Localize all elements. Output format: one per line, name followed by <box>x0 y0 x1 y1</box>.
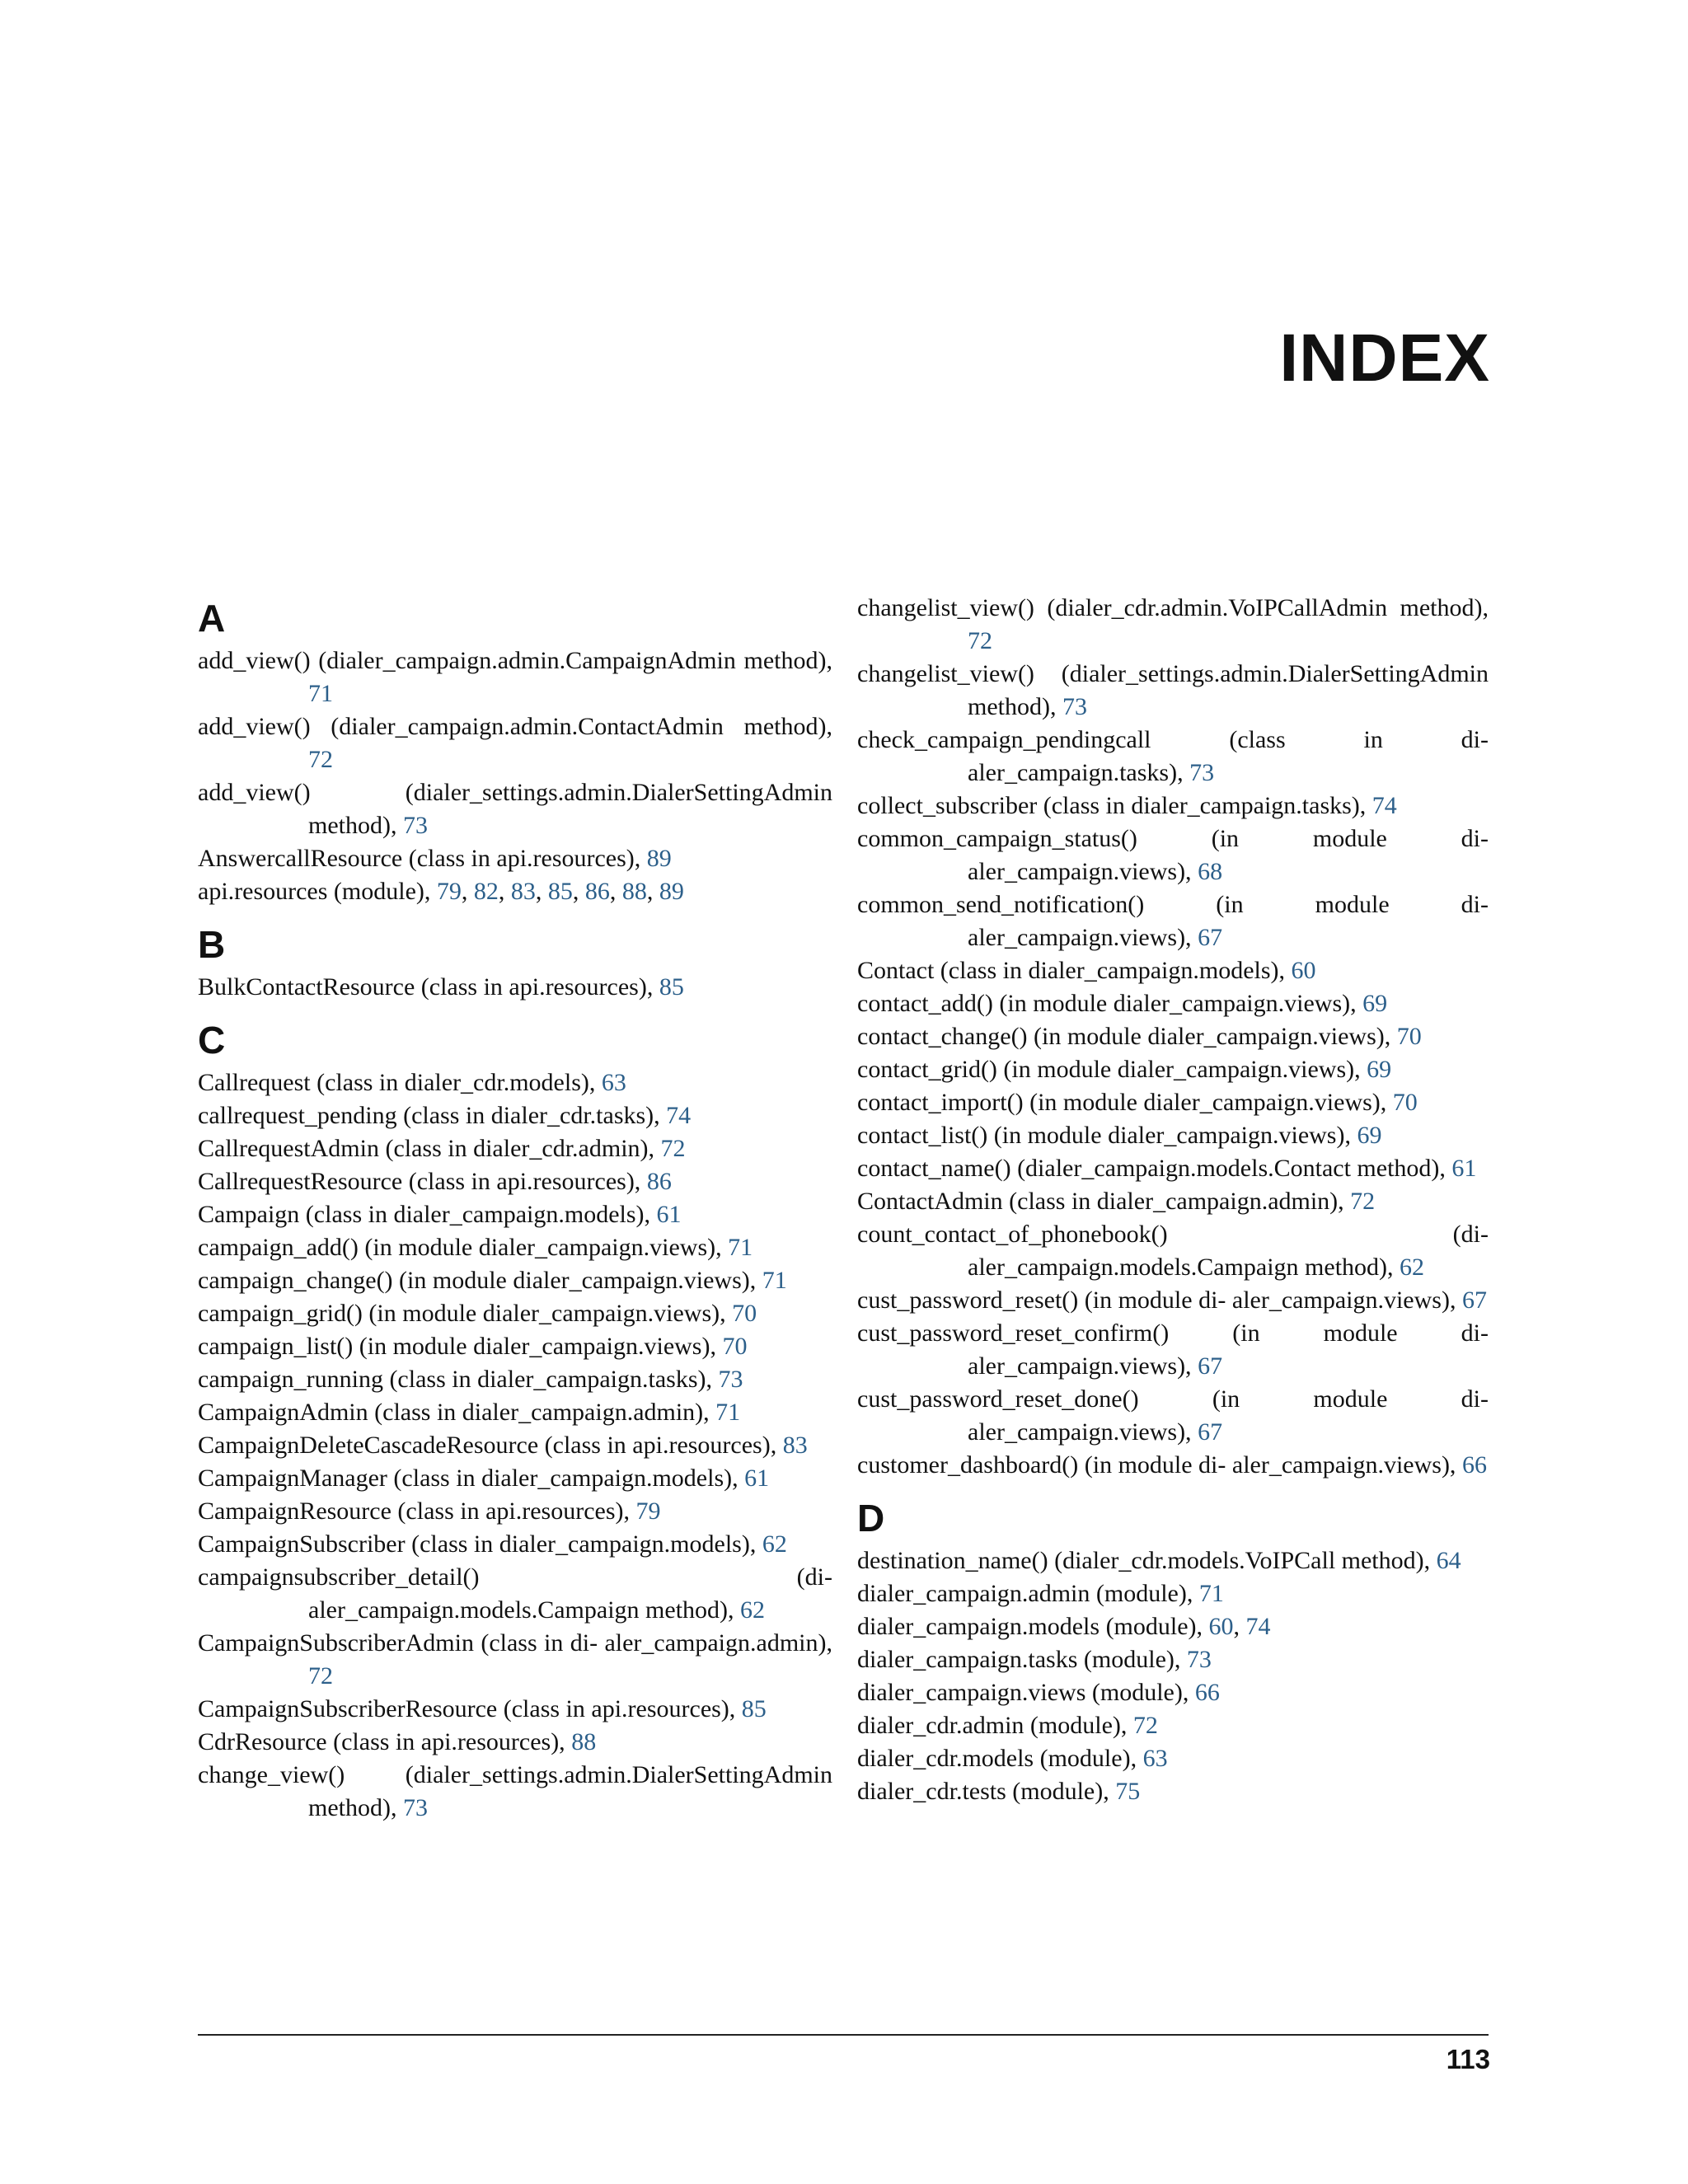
index-entry-term: CampaignManager (class in dialer_campaign.models), <box>198 1465 745 1492</box>
index-list-a <box>198 644 832 908</box>
page-link[interactable]: 83 <box>510 878 536 905</box>
index-entry <box>198 1462 832 1495</box>
index-entry-term: Contact (class in dialer_campaign.models), <box>857 957 1292 984</box>
index-entry-term: contact_list() (in module dialer_campaign.views), <box>857 1122 1357 1149</box>
index-entry <box>857 1053 1489 1086</box>
page-link[interactable]: 73 <box>402 812 428 839</box>
index-list-c-part1 <box>198 1066 832 1825</box>
section-letter-a: A <box>198 597 226 640</box>
page-link[interactable]: 71 <box>1198 1580 1224 1607</box>
index-entry <box>857 823 1489 888</box>
page-link[interactable]: 73 <box>402 1794 428 1821</box>
index-entry <box>198 1297 832 1330</box>
page-link[interactable]: 67 <box>1198 1418 1223 1446</box>
index-entry <box>857 724 1489 790</box>
page-link[interactable]: 73 <box>1186 1646 1212 1673</box>
page-link[interactable]: 79 <box>436 878 462 905</box>
page-link[interactable]: 73 <box>1189 759 1215 786</box>
index-entry <box>198 1759 832 1825</box>
index-entry-term: dialer_cdr.tests (module), <box>857 1778 1116 1805</box>
index-entry <box>198 1264 832 1297</box>
index-entry <box>198 1066 832 1099</box>
index-entry <box>857 1185 1489 1218</box>
page-link[interactable]: 68 <box>1198 858 1223 885</box>
index-entry-term: CampaignSubscriberResource (class in api.resources), <box>198 1695 742 1722</box>
index-entry-term: contact_grid() (in module dialer_campaign.views), <box>857 1056 1367 1083</box>
index-entry-term: dialer_cdr.admin (module), <box>857 1712 1133 1739</box>
index-entry <box>198 1561 832 1627</box>
page-link[interactable]: 67 <box>1198 1352 1223 1380</box>
page-link[interactable]: 88 <box>621 878 647 905</box>
index-entry <box>857 1152 1489 1185</box>
index-entry-term: campaign_add() (in module dialer_campaign.views), <box>198 1234 729 1261</box>
page-link[interactable]: 69 <box>1367 1056 1392 1083</box>
page-link[interactable]: 66 <box>1194 1679 1220 1706</box>
index-entry <box>198 1099 832 1132</box>
index-entry <box>857 1643 1489 1676</box>
index-entry-term: dialer_campaign.tasks (module), <box>857 1646 1187 1673</box>
page-link[interactable]: 69 <box>1362 990 1388 1017</box>
index-entry-term: CampaignDeleteCascadeResource (class in api.resources), <box>198 1432 783 1459</box>
page-link[interactable]: 86 <box>584 878 610 905</box>
index-entry <box>198 1627 832 1693</box>
page-link[interactable]: 62 <box>1400 1254 1425 1281</box>
index-entry <box>857 790 1489 823</box>
index-entry <box>198 1363 832 1396</box>
index-entry-term: add_view() (dialer_campaign.admin.ContactAdmin method), <box>198 713 832 740</box>
index-entry <box>198 971 832 1004</box>
page-link[interactable]: 82 <box>473 878 499 905</box>
index-entry-term: callrequest_pending (class in dialer_cdr.tasks), <box>198 1102 667 1129</box>
page-link[interactable]: 85 <box>741 1695 767 1722</box>
index-entry-term: changelist_view() (dialer_settings.admin.DialerSettingAdmin method), <box>857 660 1489 720</box>
index-entry <box>198 1528 832 1561</box>
index-entry <box>857 592 1489 658</box>
index-entry-term: check_campaign_pendingcall (class in di- aler_campaign.tasks), <box>857 726 1489 786</box>
index-entry-term: CampaignAdmin (class in dialer_campaign.admin), <box>198 1399 716 1426</box>
page-link[interactable]: 89 <box>659 878 684 905</box>
index-entry <box>857 1775 1489 1808</box>
index-entry-term: dialer_campaign.models (module), <box>857 1613 1209 1640</box>
page-link[interactable]: 74 <box>1372 792 1397 819</box>
index-entry <box>857 1544 1489 1577</box>
index-entry <box>857 1086 1489 1119</box>
index-entry-term: CdrResource (class in api.resources), <box>198 1728 572 1755</box>
index-entry <box>198 1495 832 1528</box>
index-entry-term: campaignsubscriber_detail() (di- aler_campaign.models.Campaign method), <box>198 1563 832 1624</box>
page-link[interactable]: 72 <box>308 746 333 773</box>
index-entry-term: campaign_running (class in dialer_campaign.tasks), <box>198 1366 719 1393</box>
footer-rule <box>198 2034 1489 2036</box>
index-entry <box>857 987 1489 1020</box>
index-entry-term: CampaignResource (class in api.resources), <box>198 1497 636 1525</box>
index-entry-term: changelist_view() (dialer_cdr.admin.VoIPCallAdmin method), <box>857 594 1489 621</box>
index-entry <box>198 1198 832 1231</box>
page-link[interactable]: 71 <box>762 1267 787 1294</box>
index-entry-term: CampaignSubscriber (class in dialer_campaign.models), <box>198 1530 762 1558</box>
index-list-c-part2 <box>857 592 1489 1482</box>
page-link[interactable]: 70 <box>722 1333 748 1360</box>
index-entry <box>198 1132 832 1165</box>
index-entry-term: BulkContactResource (class in api.resources), <box>198 973 659 1001</box>
index-entry-term: cust_password_reset() (in module di- aler_campaign.views), <box>857 1286 1462 1314</box>
page-link[interactable]: 61 <box>656 1201 682 1228</box>
index-entry <box>857 1284 1489 1317</box>
page-link[interactable]: 71 <box>728 1234 753 1261</box>
page-link[interactable]: 72 <box>1132 1712 1158 1739</box>
index-column-left <box>198 592 832 1825</box>
index-entry-term: collect_subscriber (class in dialer_campaign.tasks), <box>857 792 1372 819</box>
index-entry-term: Campaign (class in dialer_campaign.models), <box>198 1201 657 1228</box>
index-entry <box>857 1676 1489 1709</box>
page-link[interactable]: 67 <box>1461 1286 1487 1314</box>
index-entry: dialer_campaign.models (module), 60, 74 <box>857 1613 1271 1640</box>
page-link[interactable]: 88 <box>571 1728 597 1755</box>
index-entry-term: ContactAdmin (class in dialer_campaign.admin), <box>857 1188 1351 1215</box>
page-link[interactable]: 60 <box>1208 1613 1234 1640</box>
page-link[interactable]: 71 <box>308 680 333 707</box>
section-letter-b: B <box>198 923 226 966</box>
index-entry <box>198 842 832 875</box>
page-link[interactable]: 79 <box>635 1497 661 1525</box>
page-link[interactable]: 62 <box>740 1596 766 1624</box>
index-entry <box>857 1020 1489 1053</box>
index-entry-term: api.resources (module), <box>198 878 437 905</box>
index-entry-term: CallrequestAdmin (class in dialer_cdr.admin), <box>198 1135 661 1162</box>
page-link[interactable]: 75 <box>1115 1778 1141 1805</box>
index-entry-term: common_send_notification() (in module di- aler_campaign.views), <box>857 891 1489 951</box>
index-entry-term: contact_name() (dialer_campaign.models.Contact method), <box>857 1155 1452 1182</box>
page-link[interactable]: 89 <box>646 845 672 872</box>
page-link[interactable]: 73 <box>1062 693 1087 720</box>
index-entry: api.resources (module), 79, 82, 83, 85, 86, 88, 89 <box>198 878 684 905</box>
page-link[interactable]: 70 <box>1396 1023 1422 1050</box>
index-entry <box>198 644 832 710</box>
index-entry <box>198 1396 832 1429</box>
index-entry-term: dialer_campaign.admin (module), <box>857 1580 1199 1607</box>
page-link[interactable]: 70 <box>1392 1089 1418 1116</box>
index-entry-term: contact_import() (in module dialer_campaign.views), <box>857 1089 1393 1116</box>
index-entry-term: cust_password_reset_confirm() (in module di- aler_campaign.views), <box>857 1319 1489 1380</box>
page-link[interactable]: 73 <box>718 1366 743 1393</box>
page-link[interactable]: 74 <box>1245 1613 1271 1640</box>
index-entry <box>857 1317 1489 1383</box>
page-link[interactable]: 86 <box>646 1168 672 1195</box>
page-link[interactable]: 60 <box>1291 957 1316 984</box>
index-entry-term: dialer_campaign.views (module), <box>857 1679 1195 1706</box>
index-entry <box>857 954 1489 987</box>
page-link[interactable]: 66 <box>1461 1451 1487 1479</box>
section-letter-c: C <box>198 1019 226 1062</box>
index-entry-term: CampaignSubscriberAdmin (class in di- aler_campaign.admin), <box>198 1629 832 1657</box>
index-entry-term: campaign_change() (in module dialer_campaign.views), <box>198 1267 762 1294</box>
page-title: INDEX <box>1279 321 1490 396</box>
page-link[interactable]: 67 <box>1198 924 1223 951</box>
index-entry <box>857 1709 1489 1742</box>
index-entry <box>857 1577 1489 1610</box>
index-entry-term: contact_add() (in module dialer_campaign.views), <box>857 990 1363 1017</box>
page-link[interactable]: 64 <box>1436 1547 1461 1574</box>
index-entry <box>857 658 1489 724</box>
index-entry-term: add_view() (dialer_campaign.admin.CampaignAdmin method), <box>198 647 832 674</box>
page-link[interactable]: 69 <box>1357 1122 1382 1149</box>
index-entry <box>857 888 1489 954</box>
page-link[interactable]: 85 <box>659 973 684 1001</box>
index-entry <box>198 1726 832 1759</box>
page-link[interactable]: 85 <box>547 878 573 905</box>
index-entry-term: campaign_list() (in module dialer_campaign.views), <box>198 1333 723 1360</box>
index-entry-term: add_view() (dialer_settings.admin.DialerSettingAdmin method), <box>198 779 832 839</box>
index-entry <box>857 1742 1489 1775</box>
index-entry <box>198 1231 832 1264</box>
page-link[interactable]: 71 <box>715 1399 741 1426</box>
page-link[interactable]: 83 <box>782 1432 808 1459</box>
index-entry-term: cust_password_reset_done() (in module di- aler_campaign.views), <box>857 1385 1489 1446</box>
page-link[interactable]: 74 <box>666 1102 692 1129</box>
index-entry <box>857 1383 1489 1449</box>
page-link[interactable]: 72 <box>968 627 992 654</box>
index-entry-term: Callrequest (class in dialer_cdr.models), <box>198 1069 602 1096</box>
index-list-b <box>198 971 832 1004</box>
index-entry <box>857 1119 1489 1152</box>
index-entry-term: change_view() (dialer_settings.admin.DialerSettingAdmin method), <box>198 1761 832 1821</box>
index-entry <box>198 1330 832 1363</box>
index-entry <box>198 1693 832 1726</box>
page-link[interactable]: 70 <box>732 1300 757 1327</box>
page-link[interactable]: 61 <box>744 1465 770 1492</box>
index-entry-term: customer_dashboard() (in module di- aler_campaign.views), <box>857 1451 1462 1479</box>
page-link[interactable]: 61 <box>1451 1155 1477 1182</box>
page-link[interactable]: 72 <box>1350 1188 1376 1215</box>
index-column-right <box>857 592 1489 1808</box>
index-entry-term: AnswercallResource (class in api.resources), <box>198 845 647 872</box>
page-link[interactable]: 63 <box>1142 1745 1168 1772</box>
index-entry <box>198 776 832 842</box>
index-entry <box>857 1449 1489 1482</box>
index-entry <box>198 1165 832 1198</box>
index-entry-term: count_contact_of_phonebook() (di- aler_campaign.models.Campaign method), <box>857 1221 1489 1281</box>
index-entry-term: common_campaign_status() (in module di- aler_campaign.views), <box>857 825 1489 885</box>
index-list-d <box>857 1544 1489 1808</box>
page-link[interactable]: 72 <box>660 1135 686 1162</box>
page-link[interactable]: 62 <box>762 1530 787 1558</box>
index-entry-term: dialer_cdr.models (module), <box>857 1745 1143 1772</box>
index-entry-term: campaign_grid() (in module dialer_campaign.views), <box>198 1300 733 1327</box>
page-link[interactable]: 63 <box>601 1069 626 1096</box>
index-entry-term: CallrequestResource (class in api.resources), <box>198 1168 647 1195</box>
index-entry <box>198 710 832 776</box>
index-entry-term: destination_name() (dialer_cdr.models.VoIPCall method), <box>857 1547 1437 1574</box>
index-entry <box>198 1429 832 1462</box>
index-entry <box>857 1218 1489 1284</box>
page-number: 113 <box>1446 2044 1490 2074</box>
page-link[interactable]: 72 <box>308 1662 333 1690</box>
index-entry-term: contact_change() (in module dialer_campaign.views), <box>857 1023 1397 1050</box>
section-letter-d: D <box>857 1497 885 1540</box>
